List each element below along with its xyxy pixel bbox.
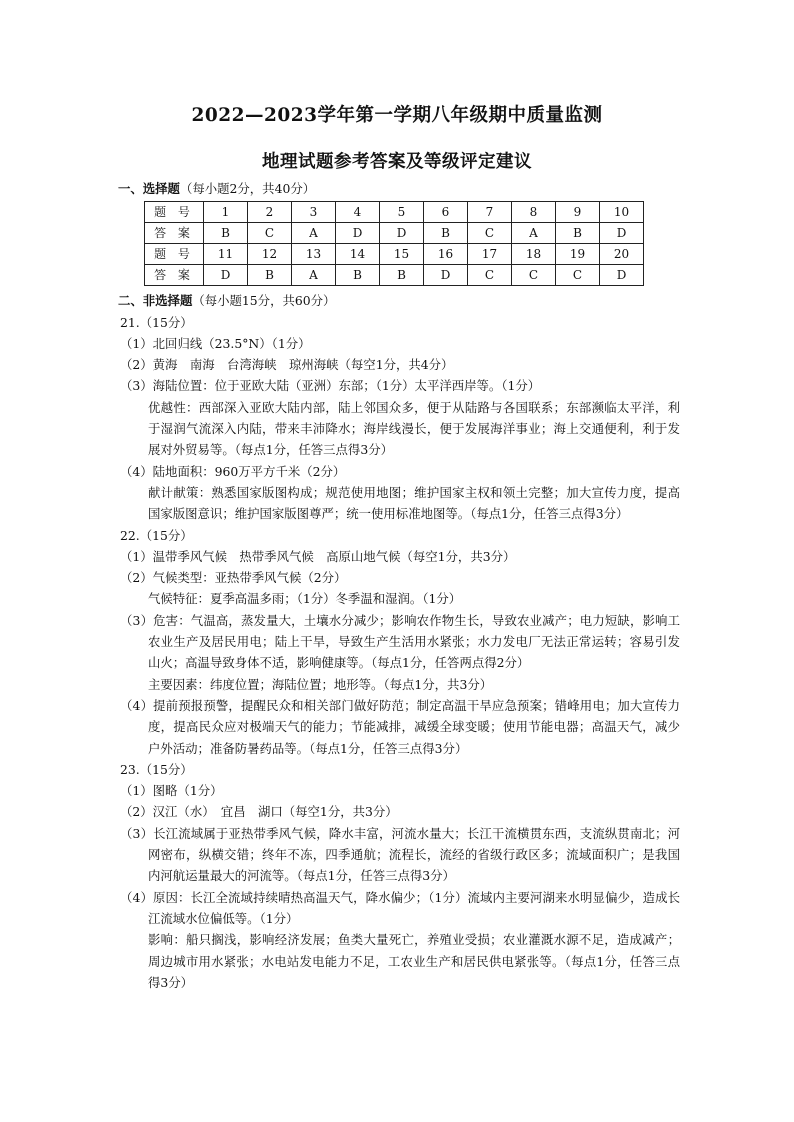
- section2-title: 二、非选择题: [118, 293, 193, 309]
- table-cell: 12: [248, 244, 292, 265]
- table-cell: 20: [600, 244, 644, 265]
- table-cell: 11: [204, 244, 248, 265]
- table-cell: C: [468, 223, 512, 244]
- answer-paragraph: 献计献策：熟悉国家版图构成；规范使用地图；维护国家主权和领土完整；加大宣传力度，提高国家版图意识；维护国家版图尊严；统一使用标准地图等。（每点1分，任答三点得3分）: [148, 484, 680, 522]
- table-cell: 17: [468, 244, 512, 265]
- answer-line: （2）气候类型：亚热带季风气候（2分）: [120, 570, 347, 586]
- table-cell: 13: [292, 244, 336, 265]
- section1-heading: [118, 178, 680, 199]
- table-cell: B: [336, 265, 380, 286]
- table-row: [145, 244, 644, 265]
- table-cell: B: [424, 223, 468, 244]
- table-cell: 18: [512, 244, 556, 265]
- table-cell: B: [380, 265, 424, 286]
- table-cell: 15: [380, 244, 424, 265]
- answer-paragraph: （4）原因：长江全流域持续晴热高温天气，降水偏少；（1分）流域内主要河湖来水明显偏少，造成长江流域水位偏低等。（1分）: [120, 889, 680, 926]
- table-cell: D: [600, 223, 644, 244]
- table-cell: A: [292, 223, 336, 244]
- answer-content: [120, 178, 680, 993]
- answer-paragraph: （3）长江流域属于亚热带季风气候，降水丰富，河流水量大；长江干流横贯东西，支流纵贯南北；河网密布，纵横交错；终年不冻，四季通航；流程长，流经的省级行政区多；流域面积广；是我国内河航运量最大的河流等。（每点1分，任答三点得3分）: [120, 825, 680, 884]
- table-cell: A: [512, 223, 556, 244]
- table-cell: B: [248, 265, 292, 286]
- answer-line: 气候特征：夏季高温多雨；（1分）冬季温和湿润。（1分）: [148, 591, 462, 607]
- section1-note: （每小题2分，共40分）: [179, 181, 316, 196]
- table-row: [145, 223, 644, 244]
- answer-line: （3）海陆位置：位于亚欧大陆（亚洲）东部；（1分）太平洋西岸等。（1分）: [120, 378, 541, 394]
- table-cell: 14: [336, 244, 380, 265]
- table-cell: 5: [380, 202, 424, 223]
- table-cell: C: [512, 265, 556, 286]
- table-cell: C: [468, 265, 512, 286]
- section1-title: 一、选择题: [118, 181, 180, 196]
- number-label: 题 号: [145, 202, 204, 223]
- table-cell: C: [556, 265, 600, 286]
- table-cell: 4: [336, 202, 380, 223]
- table-cell: 19: [556, 244, 600, 265]
- table-cell: C: [248, 223, 292, 244]
- section2-heading: [118, 290, 680, 311]
- answer-paragraph: 优越性：西部深入亚欧大陆内部，陆上邻国众多，便于从陆路与各国联系；东部濒临太平洋，利于湿润气流深入内陆，带来丰沛降水；海岸线漫长，便于发展海洋事业；海上交通便利，利于发展对外贸易等。（每点1分，任答三点得3分）: [148, 399, 680, 458]
- table-cell: A: [292, 265, 336, 286]
- answer-line: （1）温带季风气候 热带季风气候 高原山地气候（每空1分，共3分）: [120, 548, 516, 564]
- section2-note: （每小题15分，共60分）: [192, 293, 336, 309]
- table-cell: 6: [424, 202, 468, 223]
- table-cell: 10: [600, 202, 644, 223]
- answer-line: （2）黄海 南海 台湾海峡 琼州海峡（每空1分，共4分）: [120, 357, 454, 373]
- table-cell: 1: [204, 202, 248, 223]
- table-cell: 2: [248, 202, 292, 223]
- question-heading: 23.（15分）: [120, 761, 193, 777]
- table-cell: D: [380, 223, 424, 244]
- answer-label: 答 案: [145, 223, 204, 244]
- table-row: [145, 265, 644, 286]
- table-cell: D: [204, 265, 248, 286]
- document-subtitle: 地理试题参考答案及等级评定建议: [262, 152, 532, 172]
- table-cell: 9: [556, 202, 600, 223]
- question-heading: 22.（15分）: [120, 527, 193, 543]
- answer-label: 答 案: [145, 265, 204, 286]
- answer-line: （1）北回归线（23.5°N）（1分）: [120, 335, 311, 351]
- table-row: [145, 202, 644, 223]
- number-label: 题 号: [145, 244, 204, 265]
- answer-line: 主要因素：纬度位置；海陆位置；地形等。（每点1分，共3分）: [148, 676, 493, 692]
- table-cell: B: [204, 223, 248, 244]
- document-title: 2022—2023学年第一学期八年级期中质量监测: [191, 105, 603, 126]
- answer-line: （1）图略（1分）: [120, 783, 223, 799]
- table-cell: 16: [424, 244, 468, 265]
- answer-line: （2）汉江（水） 宜昌 湖口（每空1分，共3分）: [120, 804, 398, 820]
- table-cell: D: [424, 265, 468, 286]
- answer-table: [144, 201, 644, 286]
- answer-line: （4）陆地面积：960万平方千米（2分）: [120, 463, 346, 479]
- table-cell: 7: [468, 202, 512, 223]
- answer-paragraph: （3）危害：气温高，蒸发量大，土壤水分减少；影响农作物生长，导致农业减产；电力短缺，影响工农业生产及居民用电；陆上干旱，导致生产生活用水紧张；水力发电厂无法正常运转；容易引发山火；高温导致身体不适，影响健康等。（每点1分，任答两点得2分）: [120, 612, 680, 671]
- answer-paragraph: 影响：船只搁浅，影响经济发展；鱼类大量死亡，养殖业受损；农业灌溉水源不足，造成减产；周边城市用水紧张；水电站发电能力不足，工农业生产和居民供电紧张等。（每点1分，任答三点得3分）: [148, 932, 680, 990]
- answer-paragraph: （4）提前预报预警，提醒民众和相关部门做好防范；制定高温干旱应急预案；错峰用电；加大宣传力度，提高民众应对极端天气的能力；节能减排，减缓全球变暖；使用节能电器；高温天气，减少户外活动；准备防暑药品等。（每点1分，任答三点得3分）: [120, 697, 680, 756]
- table-cell: 8: [512, 202, 556, 223]
- table-cell: B: [556, 223, 600, 244]
- table-cell: 3: [292, 202, 336, 223]
- table-cell: D: [600, 265, 644, 286]
- question-heading: 21.（15分）: [120, 314, 193, 330]
- table-cell: D: [336, 223, 380, 244]
